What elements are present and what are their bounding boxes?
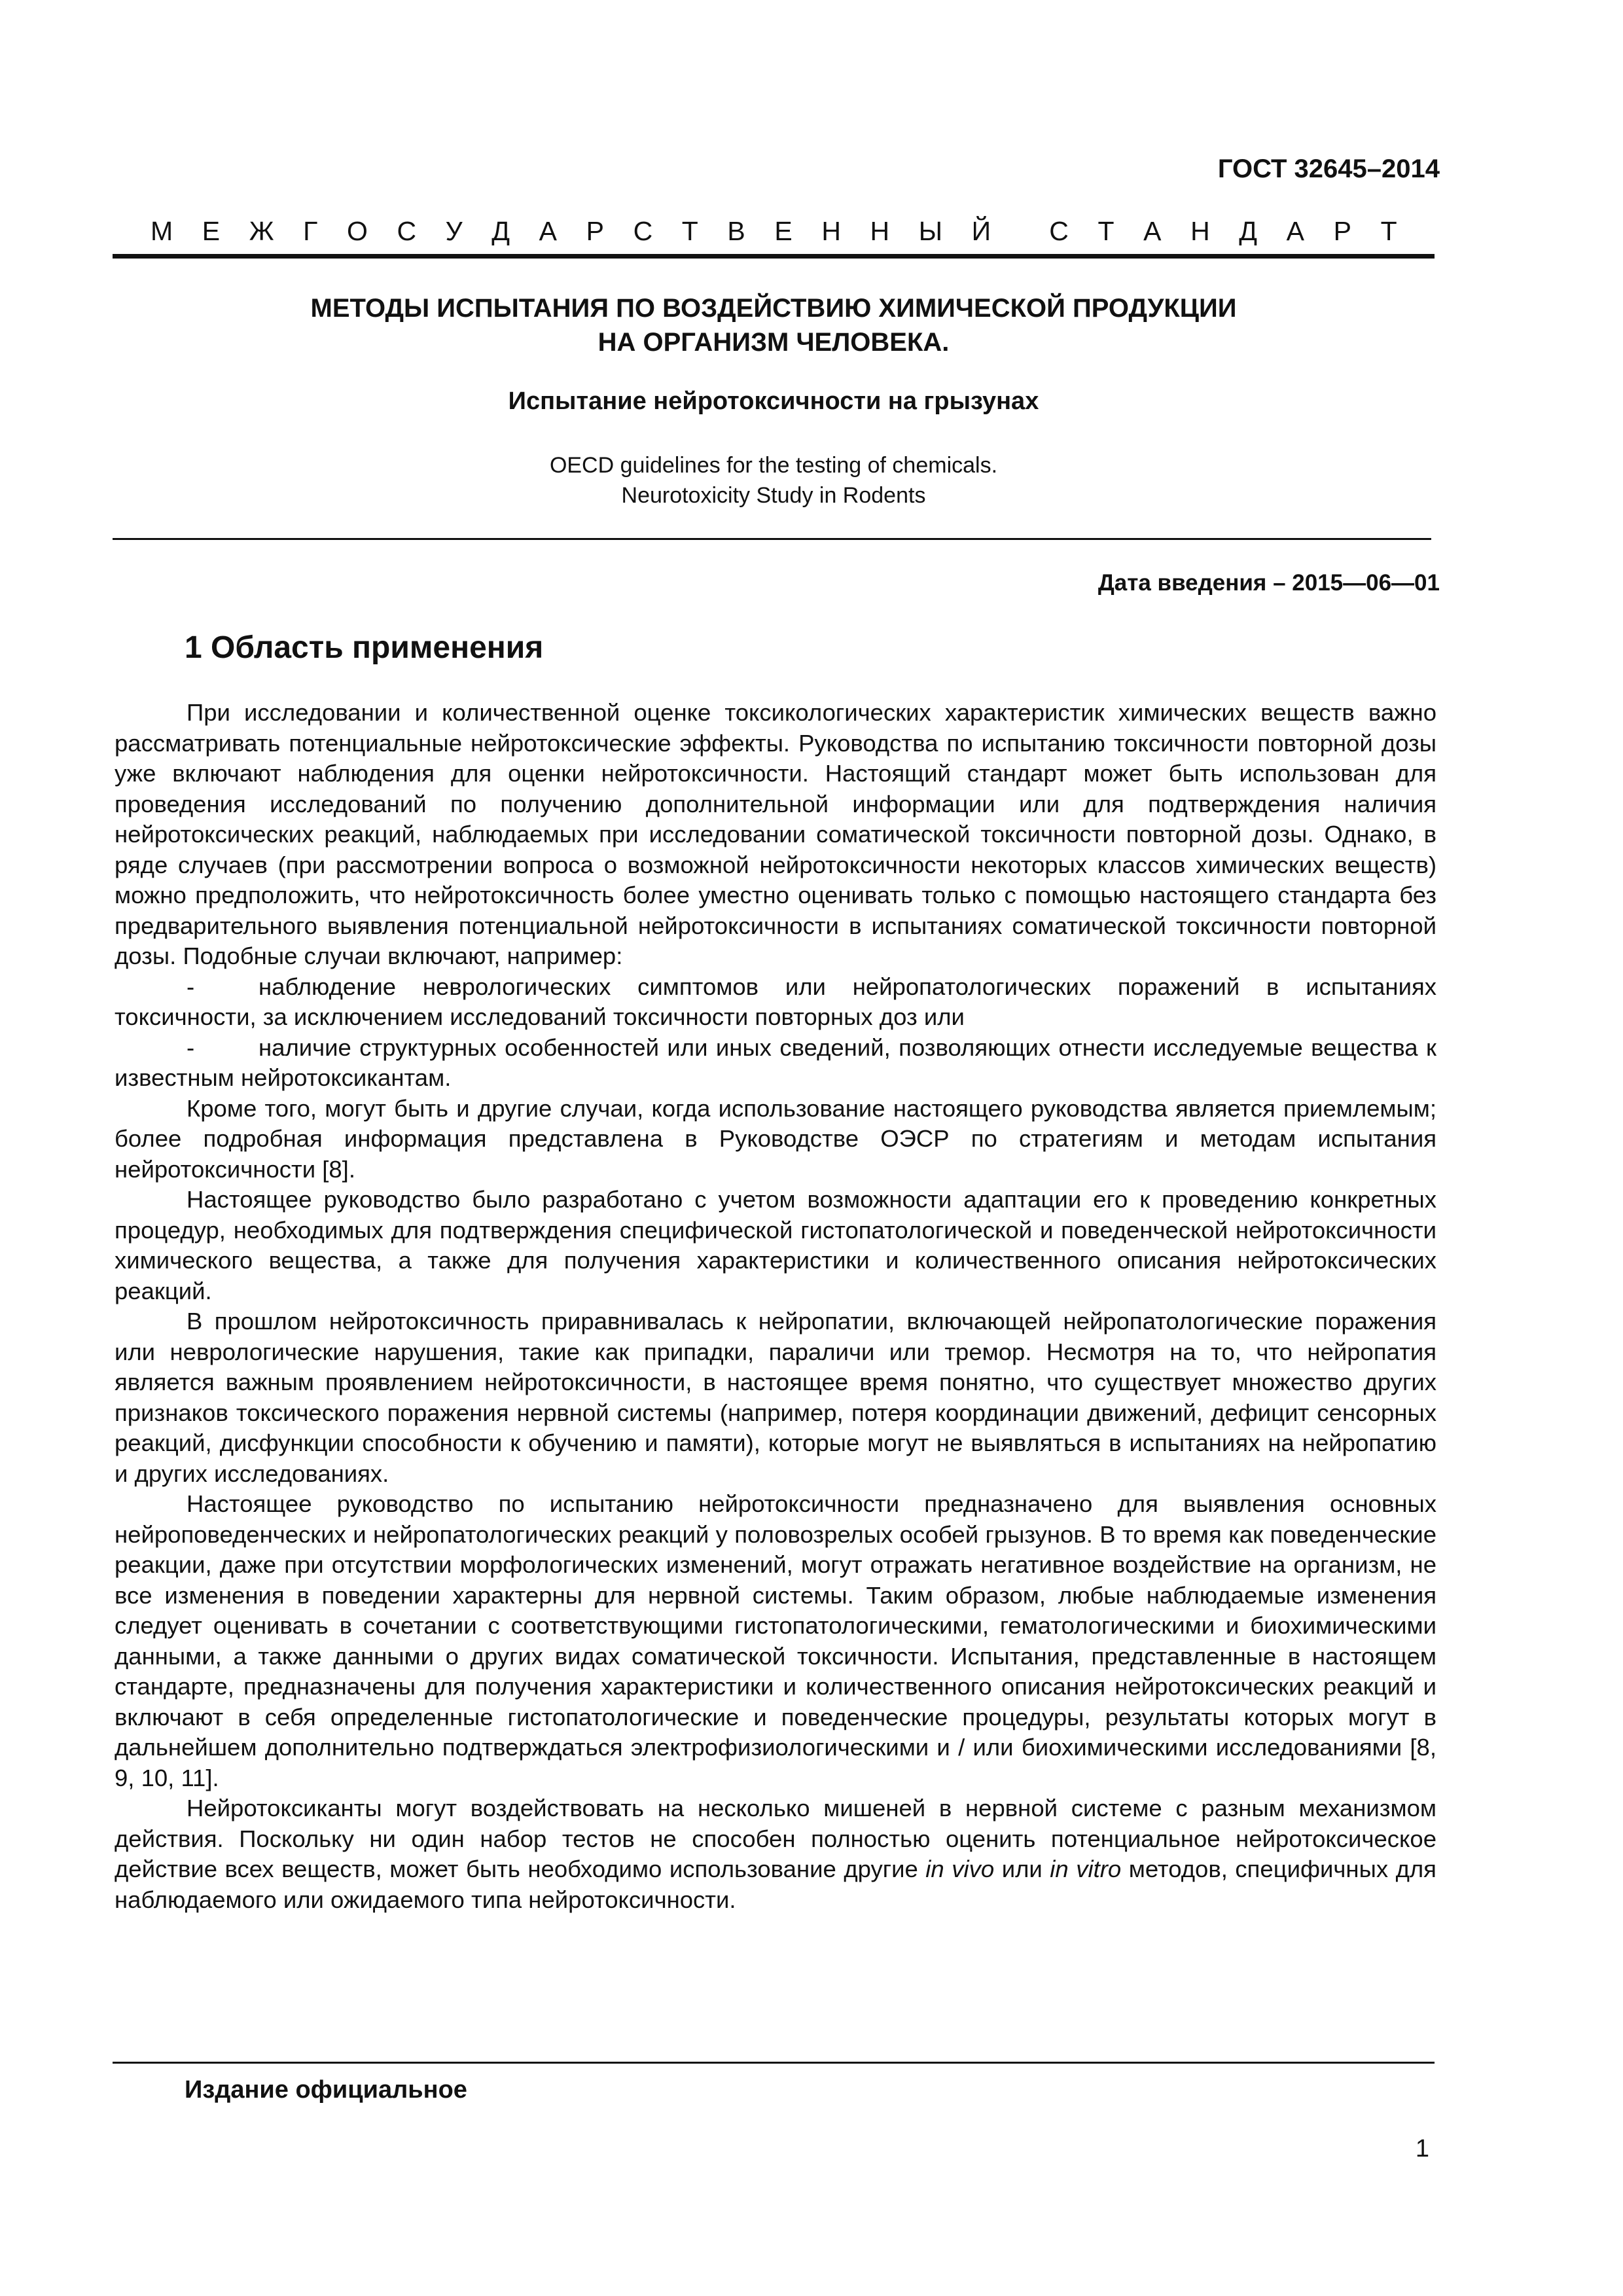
standard-kind-letter: Д	[1239, 216, 1258, 246]
standard-kind-letter: Р	[1333, 216, 1351, 246]
standard-kind-letter: Ж	[249, 216, 274, 246]
standard-kind-letter: Й	[971, 216, 991, 246]
standard-kind-letter: У	[445, 216, 463, 246]
standard-kind-letter: Е	[202, 216, 221, 246]
paragraph: В прошлом нейротоксичность приравнивалась к нейропатии, включающей нейропатологические поражения или неврологические нарушения, такие как припадки, параличи или тремор. Несмотря на то, что нейропатия является важным проявлением нейротоксичности, в настоящее время понятно, что существует множество других признаков токсического поражения нервной системы (например, потеря координации движений, дефицит сенсорных реакций, дисфункции способности к обучению и памяти), которые могут не выявляться в испытаниях на нейропатию и других исследованиях.	[115, 1308, 1436, 1487]
standard-kind-letter: О	[346, 216, 368, 246]
italic-term: in vivo	[925, 1856, 995, 1882]
list-item: - наличие структурных особенностей или иных сведений, позволяющих отнести исследуемые вещества к известным нейротоксикантам.	[115, 1033, 1436, 1091]
top-rule	[113, 254, 1435, 259]
standard-kind-letter: С	[397, 216, 417, 246]
oecd-line1: OECD guidelines for the testing of chemicals.	[549, 453, 998, 478]
gost-number: ГОСТ 32645–2014	[1217, 154, 1440, 183]
document-title-line2: НА ОРГАНИЗМ ЧЕЛОВЕКА.	[597, 328, 950, 357]
standard-kind-letter: С	[633, 216, 653, 246]
italic-term: in vitro	[1050, 1856, 1122, 1882]
standard-kind-letter: Ы	[918, 216, 943, 246]
standard-kind-letter: Р	[586, 216, 604, 246]
standard-kind-letter: А	[1286, 216, 1305, 246]
standard-kind-letter: С	[1049, 216, 1069, 246]
standard-kind-letter: Д	[491, 216, 510, 246]
oecd-english-title	[113, 450, 1435, 511]
document-title	[113, 291, 1435, 359]
introduction-date: Дата введения – 2015—06—01	[1097, 570, 1440, 596]
paragraph: Кроме того, могут быть и другие случаи, когда использование настоящего руководства является приемлемым; более подробная информация представлена в Руководстве ОЭСР по стратегиям и методам испытания нейротоксичности [8].	[115, 1094, 1436, 1183]
standard-kind-letter: М	[151, 216, 173, 246]
standard-kind-letter: Е	[774, 216, 793, 246]
standard-kind-letter: А	[1143, 216, 1162, 246]
official-edition-label: Издание официальное	[185, 2076, 467, 2104]
section-body	[115, 698, 1436, 1915]
standard-kind-letter: В	[727, 216, 745, 246]
bullet-dash: -	[187, 1033, 195, 1061]
title-rule	[113, 538, 1431, 540]
paragraph: Настоящее руководство по испытанию нейротоксичности предназначено для выявления основных нейроповеденческих и нейропатологических реакций у половозрелых особей грызунов. В то время как поведенческие реакции, даже при отсутствии морфологических изменений, могут отражать негативное воздействие на организм, не все изменения в поведении характерны для нервной системы. Таким образом, любые наблюдаемые изменения следует оценивать в сочетании с соответствующими гистопатологическими, гематологическими и биохимическими данными, а также данными о других видах соматической токсичности. Испытания, представленные в настоящем стандарте, предназначены для получения характеристики и количественного описания нейротоксических реакций и включают в себя определенные гистопатологические и поведенческие процедуры, результаты которых могут в дальнейшем дополнительно подтверждаться электрофизиологическими и / или биохимическими исследованиями [8, 9, 10, 11].	[115, 1490, 1436, 1791]
standard-kind-letter: Н	[1190, 216, 1210, 246]
section-heading: 1 Область применения	[185, 630, 544, 665]
paragraph: При исследовании и количественной оценке токсикологических характеристик химических веществ важно рассматривать потенциальные нейротоксические эффекты. Руководства по испытанию токсичности повторной дозы уже включают наблюдения для оценки нейротоксичности. Настоящий стандарт может быть использован для проведения исследований по получению дополнительной информации или для подтверждения наличия нейротоксических реакций, наблюдаемых при исследовании соматической токсичности повторной дозы. Однако, в ряде случаев (при рассмотрении вопроса о возможной нейротоксичности некоторых классов химических веществ) можно предположить, что нейротоксичность более уместно оценивать только с помощью настоящего стандарта без предварительного выявления потенциальной нейротоксичности в испытаниях соматической токсичности повторной дозы. Подобные случаи включают, например:	[115, 699, 1436, 969]
standard-kind-letter: Т	[1380, 216, 1397, 246]
oecd-line2: Neurotoxicity Study in Rodents	[621, 483, 926, 508]
page-number: 1	[1415, 2135, 1429, 2162]
standard-kind-letter: Г	[303, 216, 318, 246]
standard-kind-letter: Н	[821, 216, 841, 246]
document-title-line1: МЕТОДЫ ИСПЫТАНИЯ ПО ВОЗДЕЙСТВИЮ ХИМИЧЕСКОЙ ПРОДУКЦИИ	[310, 294, 1237, 323]
list-item: - наблюдение неврологических симптомов или нейропатологических поражений в испытаниях токсичности, за исключением исследований токсичности повторных доз или	[115, 973, 1436, 1030]
document-subtitle: Испытание нейротоксичности на грызунах	[508, 387, 1039, 415]
footer-rule	[113, 2062, 1435, 2064]
standard-kind-letter: А	[539, 216, 558, 246]
standard-kind-letter: Т	[1097, 216, 1115, 246]
standard-kind-heading	[151, 216, 1397, 247]
paragraph: Настоящее руководство было разработано с учетом возможности адаптации его к проведению конкретных процедур, необходимых для подтверждения специфической гистопатологической и поведенческой нейротоксичности химического вещества, а также для получения характеристики и количественного описания нейротоксических реакций.	[115, 1186, 1436, 1304]
standard-kind-letter: Н	[870, 216, 890, 246]
standard-kind-letter: Т	[681, 216, 698, 246]
bullet-dash: -	[187, 973, 195, 1000]
paragraph: Нейротоксиканты могут воздействовать на несколько мишеней в нервной системе с разным механизмом действия. Поскольку ни один набор тестов не способен полностью оценить потенциальное нейротоксическое действие всех веществ, может быть необходимо использование другие in vivo или in vitro методов, специфичных для наблюдаемого или ожидаемого типа нейротоксичности.	[115, 1795, 1436, 1913]
